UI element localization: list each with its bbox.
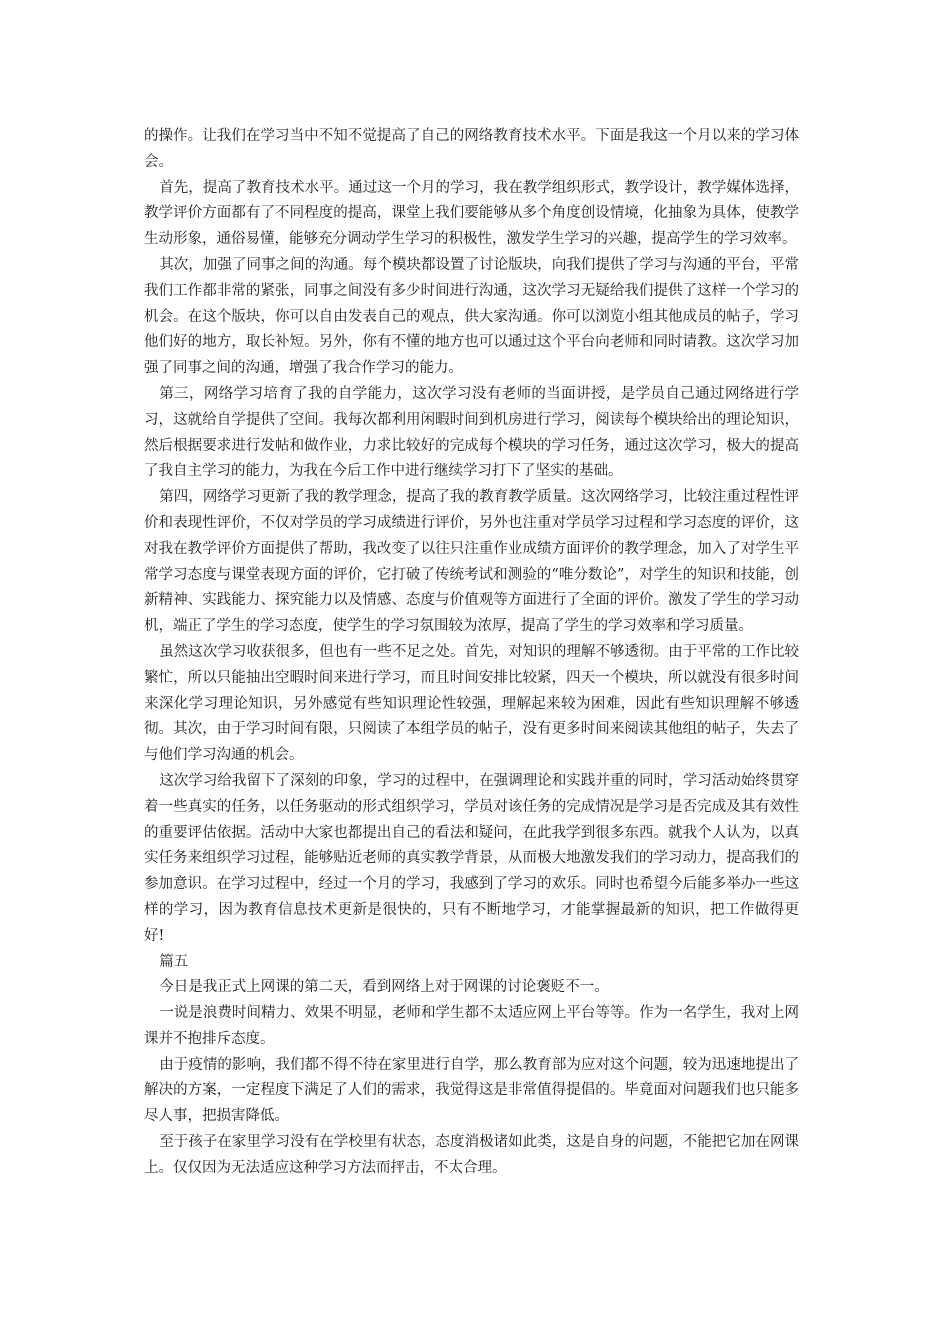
paragraph-fourth-point: 第四，网络学习更新了我的教学理念，提高了我的教育教学质量。这次网络学习，比较注重过程性评价和表现性评价，不仅对学员的学习成绩进行评价，另外也注重对学员学习过程和学习态度的评价，这对我在教学评价方面提供了帮助，我改变了以往只注重作业成绩方面评价的教学理念，加入了对学生平常学习态度与课堂表现方面的评价，它打破了传统考试和测验的“唯分数论”，对学生的知识和技能，创新精神、实践能力、探究能力以及情感、态度与价值观等方面进行了全面的评价。激发了学生的学习动机，端正了学生的学习态度，使学生的学习氛围较为浓厚，提高了学生的学习效率和学习质量。 bbox=[144, 489, 799, 635]
paragraph-conclusion: 这次学习给我留下了深刻的印象，学习的过程中，在强调理论和实践并重的同时，学习活动始终贯穿着一些真实的任务，以任务驱动的形式组织学习，学员对该任务的完成情况是学习是否完成及其有效性的重要评估依据。活动中大家也都提出自己的看法和疑问，在此我学到很多东西。就我个人认为，以真实任务来组织学习过程，能够贴近老师的真实教学背景，从而极大地激发我们的学习动力，提高我们的参加意识。在学习过程中，经过一个月的学习，我感到了学习的欢乐。同时也希望今后能多举办一些这样的学习，因为教育信息技术更新是很快的，只有不断地学习，才能掌握最新的知识，把工作做得更好! bbox=[144, 772, 799, 944]
paragraph-section-closing: 至于孩子在家里学习没有在学校里有状态，态度消极诸如此类，这是自身的问题，不能把它加在网课上。仅仅因为无法适应这种学习方法而抨击，不太合理。 bbox=[144, 1134, 799, 1176]
paragraph-shortcomings: 虽然这次学习收获很多，但也有一些不足之处。首先，对知识的理解不够透彻。由于平常的工作比较繁忙，所以只能抽出空暇时间来进行学习，而且时间安排比较紧，四天一个模块，所以就没有很多时间来深化学习理论知识，另外感觉有些知识理论性较强，理解起来较为困难，因此有些知识理解不够透彻。其次，由于学习时间有限，只阅读了本组学员的帖子，没有更多时间来阅读其他组的帖子，失去了与他们学习沟通的机会。 bbox=[144, 643, 799, 764]
paragraph-section-intro: 今日是我正式上网课的第二天，看到网络上对于网课的讨论褒贬不一。 bbox=[159, 979, 609, 996]
paragraph-section-epidemic: 由于疫情的影响，我们都不得不待在家里进行自学，那么教育部为应对这个问题，较为迅速地提出了解决的方案，一定程度下满足了人们的需求，我觉得这是非常值得提倡的。毕竟面对问题我们也只能多尽人事，把损害降低。 bbox=[144, 1056, 799, 1125]
section-heading: 篇五 bbox=[159, 953, 189, 970]
paragraph-continuation: 的操作。让我们在学习当中不知不觉提高了自己的网络教育技术水平。下面是我这一个月以来的学习体会。 bbox=[144, 128, 799, 170]
paragraph-section-opinion: 一说是浪费时间精力、效果不明显，老师和学生都不太适应网上平台等等。作为一名学生，我对上网课并不抱排斥态度。 bbox=[144, 1005, 799, 1047]
paragraph-first-point: 首先，提高了教育技术水平。通过这一个月的学习，我在教学组织形式，教学设计，教学媒体选择，教学评价方面都有了不同程度的提高，课堂上我们要能够从多个角度创设情境，化抽象为具体，使教学生动形象，通俗易懂，能够充分调动学生学习的积极性，激发学生学习的兴趣，提高学生的学习效率。 bbox=[144, 179, 799, 248]
paragraph-second-point: 其次，加强了同事之间的沟通。每个模块都设置了讨论版块，向我们提供了学习与沟通的平台，平常我们工作都非常的紧张，同事之间没有多少时间进行沟通，这次学习无疑给我们提供了这样一个学习的机会。在这个版块，你可以自由发表自己的观点，供大家沟通。你可以浏览小组其他成员的帖子，学习他们好的地方，取长补短。另外，你有不懂的地方也可以通过这个平台向老师和同时请教。这次学习加强了同事之间的沟通，增强了我合作学习的能力。 bbox=[144, 256, 799, 377]
paragraph-third-point: 第三，网络学习培育了我的自学能力，这次学习没有老师的当面讲授，是学员自己通过网络进行学习，这就给自学提供了空间。我每次都利用闲暇时间到机房进行学习，阅读每个模块给出的理论知识，然后根据要求进行发帖和做作业，力求比较好的完成每个模块的学习任务，通过这次学习，极大的提高了我自主学习的能力，为我在今后工作中进行继续学习打下了坚实的基础。 bbox=[144, 385, 799, 480]
document-body bbox=[144, 124, 799, 1182]
